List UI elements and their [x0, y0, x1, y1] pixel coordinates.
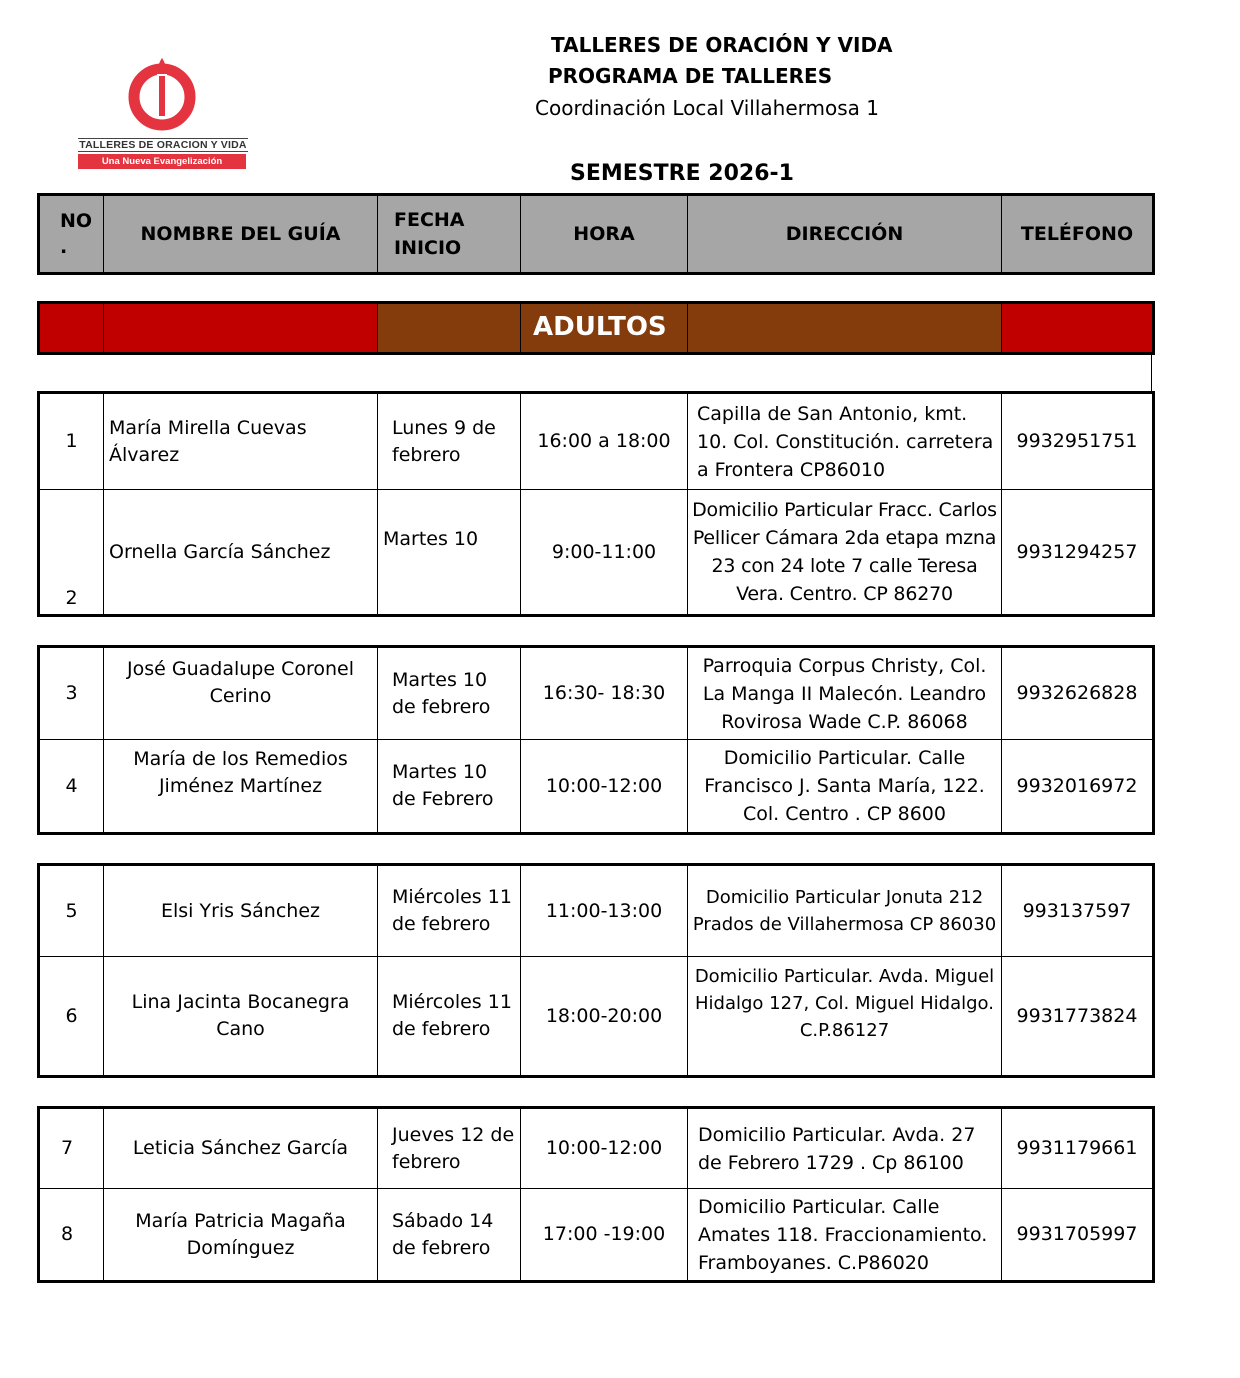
- table-row: [39, 957, 1154, 1077]
- table-row: [39, 1108, 1154, 1189]
- row-number: 7: [39, 1108, 104, 1189]
- column-header-guide: NOMBRE DEL GUÍA: [104, 195, 378, 274]
- table-row: [39, 1189, 1154, 1282]
- organization-logo: [78, 52, 248, 172]
- section-spacer: [37, 353, 1152, 391]
- logo-emblem-icon: [78, 52, 248, 142]
- row-number: 8: [39, 1189, 104, 1282]
- phone-number: 9931294257: [1002, 490, 1154, 616]
- column-header-start-date: FECHA INICIO: [378, 195, 521, 274]
- schedule-group-2: [37, 645, 1155, 835]
- start-date: Martes 10: [378, 490, 521, 616]
- guide-name: Lina Jacinta Bocanegra Cano: [104, 957, 378, 1077]
- schedule-time: 11:00-13:00: [521, 865, 688, 957]
- document-title: TALLERES DE ORACIÓN Y VIDA: [551, 33, 893, 57]
- schedule-group-4: [37, 1106, 1155, 1283]
- schedule-time: 10:00-12:00: [521, 740, 688, 834]
- row-number: 6: [39, 957, 104, 1077]
- start-date: Miércoles 11 de febrero: [378, 865, 521, 957]
- phone-number: 9931705997: [1002, 1189, 1154, 1282]
- start-date: Miércoles 11 de febrero: [378, 957, 521, 1077]
- schedule-time: 9:00-11:00: [521, 490, 688, 616]
- coordination-label: Coordinación Local Villahermosa 1: [535, 96, 880, 120]
- address: Capilla de San Antonio, kmt. 10. Col. Constitución. carretera a Frontera CP86010: [688, 393, 1002, 490]
- start-date: Sábado 14 de febrero: [378, 1189, 521, 1282]
- address: Domicilio Particular Fracc. Carlos Pellicer Cámara 2da etapa mzna 23 con 24 lote 7 calle Teresa Vera. Centro. CP 86270: [688, 490, 1002, 616]
- phone-number: 9932626828: [1002, 647, 1154, 740]
- schedule-group-1: [37, 391, 1155, 617]
- row-number: 5: [39, 865, 104, 957]
- phone-number: 9931179661: [1002, 1108, 1154, 1189]
- phone-number: 9931773824: [1002, 957, 1154, 1077]
- phone-number: 993137597: [1002, 865, 1154, 957]
- column-header-table: [37, 193, 1155, 275]
- row-number: 2: [39, 490, 104, 616]
- table-row: [39, 490, 1154, 616]
- semester-label: SEMESTRE 2026-1: [570, 161, 794, 186]
- document-subtitle: PROGRAMA DE TALLERES: [548, 64, 833, 88]
- guide-name: Elsi Yris Sánchez: [104, 865, 378, 957]
- start-date: Lunes 9 de febrero: [378, 393, 521, 490]
- row-number: 4: [39, 740, 104, 834]
- address: Domicilio Particular. Calle Amates 118. Fraccionamiento. Framboyanes. C.P86020: [688, 1189, 1002, 1282]
- table-row: [39, 647, 1154, 740]
- guide-name: María Mirella Cuevas Álvarez: [104, 393, 378, 490]
- logo-text-main: TALLERES DE ORACION Y VIDA: [79, 139, 247, 151]
- table-row: [39, 740, 1154, 834]
- guide-name: María de los Remedios Jiménez Martínez: [104, 740, 378, 834]
- row-number: 1: [39, 393, 104, 490]
- start-date: Jueves 12 de febrero: [378, 1108, 521, 1189]
- column-header-phone: TELÉFONO: [1002, 195, 1154, 274]
- table-row: [39, 865, 1154, 957]
- start-date: Martes 10 de Febrero: [378, 740, 521, 834]
- address: Domicilio Particular. Avda. 27 de Febrero 1729 . Cp 86100: [688, 1108, 1002, 1189]
- schedule-time: 18:00-20:00: [521, 957, 688, 1077]
- schedule-time: 10:00-12:00: [521, 1108, 688, 1189]
- table-row: [39, 393, 1154, 490]
- address: Domicilio Particular. Calle Francisco J. Santa María, 122. Col. Centro . CP 8600: [688, 740, 1002, 834]
- schedule-time: 16:00 a 18:00: [521, 393, 688, 490]
- column-header-time: HORA: [521, 195, 688, 274]
- start-date: Martes 10 de febrero: [378, 647, 521, 740]
- guide-name: Ornella García Sánchez: [104, 490, 378, 616]
- guide-name: José Guadalupe Coronel Cerino: [104, 647, 378, 740]
- phone-number: 9932951751: [1002, 393, 1154, 490]
- row-number: 3: [39, 647, 104, 740]
- column-header-address: DIRECCIÓN: [688, 195, 1002, 274]
- schedule-time: 17:00 -19:00: [521, 1189, 688, 1282]
- section-banner: [37, 301, 1155, 355]
- address: Domicilio Particular Jonuta 212 Prados de Villahermosa CP 86030: [688, 865, 1002, 957]
- section-title: ADULTOS: [533, 312, 667, 342]
- address: Domicilio Particular. Avda. Miguel Hidalgo 127, Col. Miguel Hidalgo. C.P.86127: [688, 957, 1002, 1077]
- logo-text-sub: Una Nueva Evangelización: [78, 154, 246, 169]
- phone-number: 9932016972: [1002, 740, 1154, 834]
- guide-name: María Patricia Magaña Domínguez: [104, 1189, 378, 1282]
- guide-name: Leticia Sánchez García: [104, 1108, 378, 1189]
- column-header-no: NO .: [39, 195, 104, 274]
- schedule-time: 16:30- 18:30: [521, 647, 688, 740]
- schedule-group-3: [37, 863, 1155, 1078]
- address: Parroquia Corpus Christy, Col. La Manga II Malecón. Leandro Rovirosa Wade C.P. 86068: [688, 647, 1002, 740]
